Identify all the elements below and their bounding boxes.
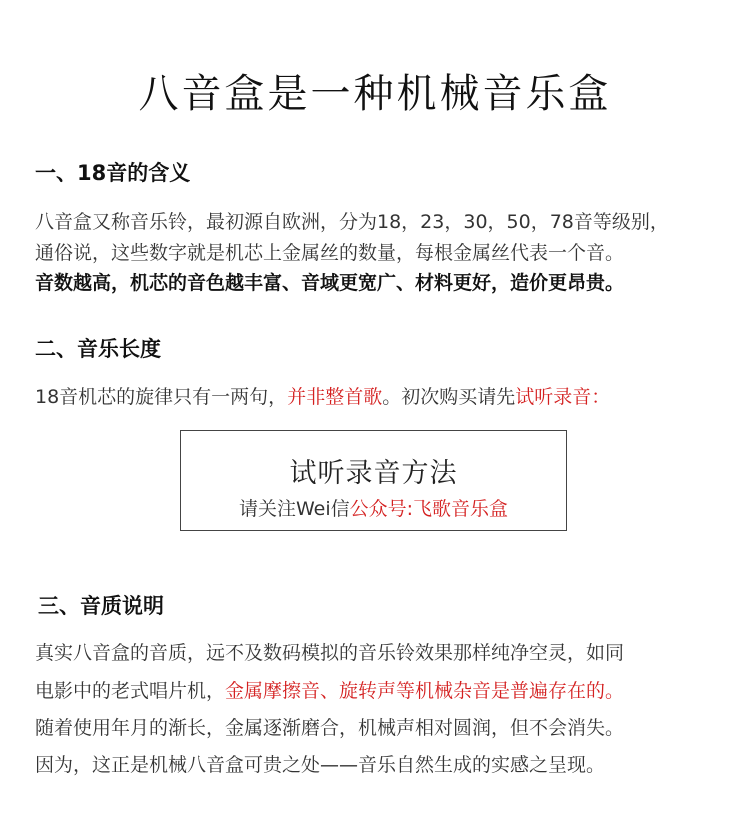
box-subtitle	[181, 494, 566, 521]
section-heading-18-tones: 一、18音的含义	[35, 161, 191, 185]
paragraph-line	[35, 382, 610, 409]
section-heading-music-length: 二、音乐长度	[35, 337, 161, 361]
paragraph-line: 真实八音盒的音质，远不及数码模拟的音乐铃效果那样纯净空灵，如同	[35, 642, 625, 664]
paragraph-line	[35, 676, 624, 703]
paragraph-line: 因为，这正是机械八音盒可贵之处——音乐自然生成的实感之呈现。	[35, 754, 606, 776]
official-account-name: 公众号:飞歌音乐盒	[349, 498, 509, 520]
page-title: 八音盒是一种机械音乐盒	[138, 71, 612, 117]
follow-text: 请关注Wei信	[238, 498, 350, 520]
box-title: 试听录音方法	[289, 458, 458, 489]
highlight-listen-recording: 试听录音：	[515, 386, 611, 408]
text-span: 。初次购买请先	[382, 386, 516, 408]
highlight-not-full-song: 并非整首歌	[287, 386, 383, 408]
text-span: 电影中的老式唱片机，	[35, 680, 226, 702]
paragraph-line-bold: 音数越高，机芯的音色越丰富、音域更宽广、材料更好，造价更昂贵。	[35, 272, 625, 294]
listen-method-box	[180, 430, 567, 531]
paragraph-line: 八音盒又称音乐铃，最初源自欧洲，分为18，23，30，50，78音等级别，	[35, 211, 669, 233]
paragraph-line: 通俗说，这些数字就是机芯上金属丝的数量，每根金属丝代表一个音。	[35, 242, 625, 264]
text-span: 18音机芯的旋律只有一两句，	[35, 386, 288, 408]
paragraph-line: 随着使用年月的渐长，金属逐渐磨合，机械声相对圆润，但不会消失。	[35, 717, 625, 739]
highlight-mechanical-noise: 金属摩擦音、旋转声等机械杂音是普遍存在的。	[225, 680, 625, 702]
section-heading-sound-quality: 三、音质说明	[38, 594, 164, 618]
